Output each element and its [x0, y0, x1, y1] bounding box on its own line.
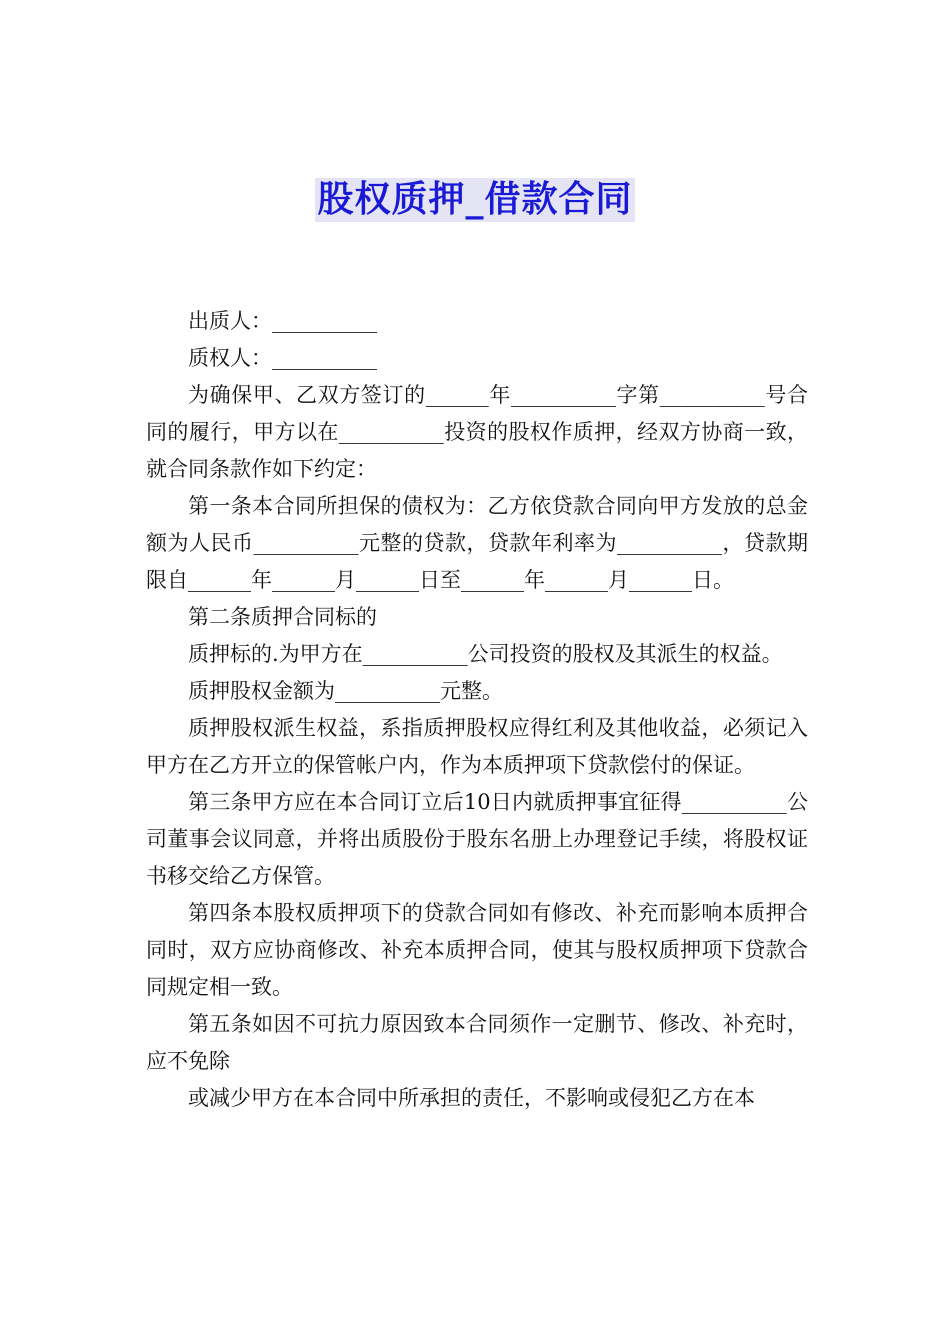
paragraph-article-3: 第三条甲方应在本合同订立后10日内就质押事宜征得__________公司董事会议同意，并将出质股份于股东名册上办理登记手续，将股权证书移交给乙方保管。 [146, 790, 808, 888]
paragraph-article-1: 第一条本合同所担保的债权为：乙方依贷款合同向甲方发放的总金额为人民币__________元整的贷款，贷款年利率为__________，贷款期限自______年______月______日至______年______月______日。 [146, 494, 808, 592]
paragraph-pledge-amount: 质押股权金额为__________元整。 [188, 679, 503, 703]
paragraph-pledge-subject: 质押标的.为甲方在__________公司投资的股权及其派生的权益。 [188, 642, 783, 666]
paragraph-article-2-heading: 第二条质押合同标的 [188, 605, 377, 629]
document-body [146, 303, 808, 1117]
paragraph-pledgor: 出质人：__________ [188, 309, 377, 333]
paragraph-preamble: 为确保甲、乙双方签订的______年__________字第__________号合同的履行，甲方以在__________投资的股权作质押，经双方协商一致，就合同条款作如下约定： [146, 383, 808, 481]
paragraph-article-5: 第五条如因不可抗力原因致本合同须作一定删节、修改、补充时，应不免除 [146, 1012, 808, 1073]
paragraph-pledgee: 质权人：__________ [188, 346, 377, 370]
title-container [0, 178, 950, 222]
paragraph-article-5-cont: 或减少甲方在本合同中所承担的责任，不影响或侵犯乙方在本 [188, 1086, 755, 1110]
paragraph-article-4: 第四条本股权质押项下的贷款合同如有修改、补充而影响本质押合同时，双方应协商修改、补充本质押合同，使其与股权质押项下贷款合同规定相一致。 [146, 901, 808, 999]
document-title: 股权质押_借款合同 [317, 179, 633, 220]
paragraph-derived-rights: 质押股权派生权益，系指质押股权应得红利及其他收益，必须记入甲方在乙方开立的保管帐户内，作为本质押项下贷款偿付的保证。 [146, 716, 808, 777]
